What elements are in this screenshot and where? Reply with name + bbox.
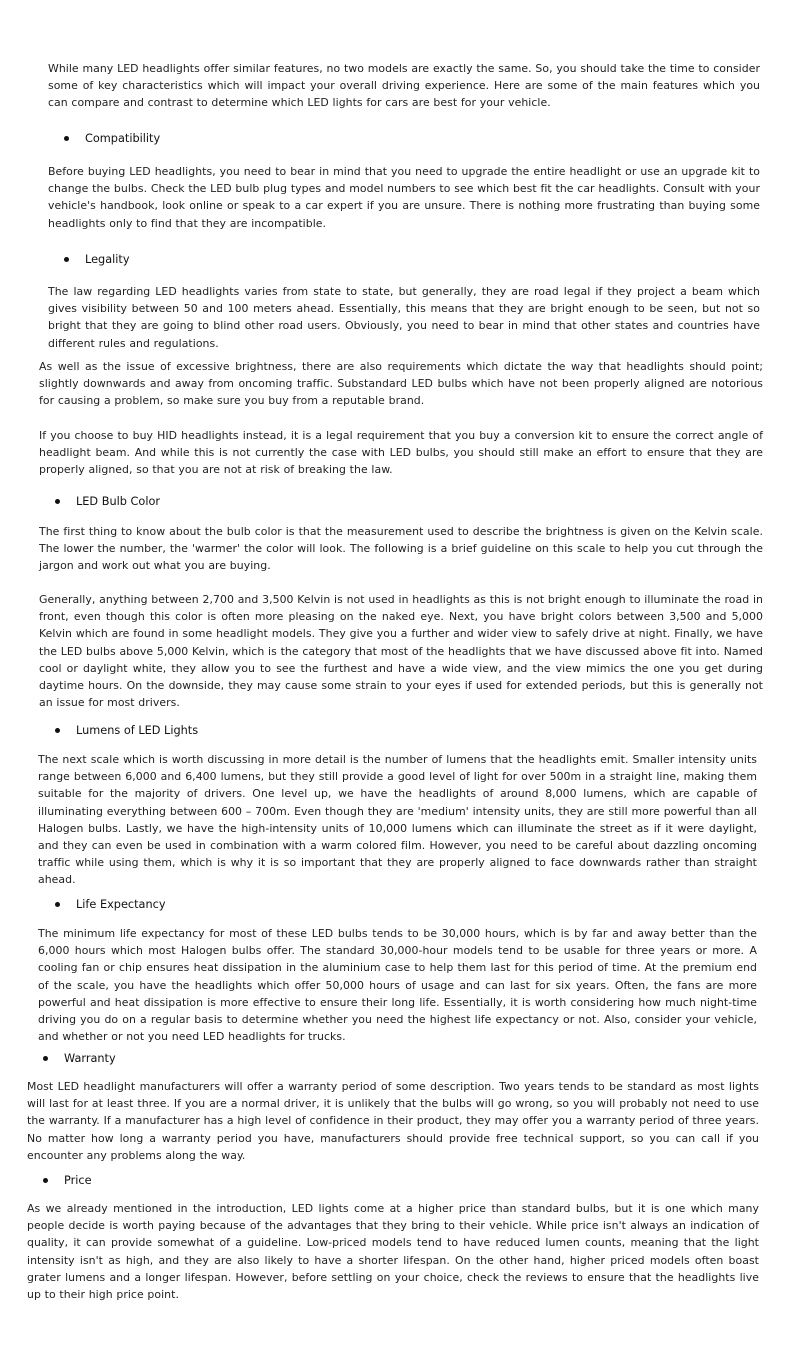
legality-paragraph-1: The law regarding LED headlights varies from state to state, but generally, they are road legal if they project a beam which gives visibility between 50 and 100 meters ahead. Essentially, this means that they are bright enough to be seen, but not so bright that they are going to blind other road users. Obviously, you need to bear in mind that other states and countries have different rules and regulations. <box>48 285 760 350</box>
color-paragraph-1: The first thing to know about the bulb color is that the measurement used to describe the brightness is given on the Kelvin scale. The lower the number, the 'warmer' the color will look. The following is a brief guideline on this scale to help you cut through the jargon and work out what you are buying. <box>39 525 763 573</box>
lumens-paragraph: The next scale which is worth discussing in more detail is the number of lumens that the headlights emit. Smaller intensity units range between 6,000 and 6,400 lumens, but they still provide a good level of light for over 500m in a straight line, making them suitable for the majority of drivers. One level up, we have the headlights of around 8,000 lumens, which are capable of illuminating everything between 600 – 700m. Even though they are 'medium' intensity units, they are still more powerful than all Halogen bulbs. Lastly, we have the high-intensity units of 10,000 lumens which can illuminate the street as if it were daylight, and they can even be used in combination with a warm colored film. However, you need to be careful about dazzling oncoming traffic while using them, which is why it is so important that they are properly aligned to face downwards rather than straight ahead. <box>38 753 757 887</box>
legality-paragraph-3: If you choose to buy HID headlights instead, it is a legal requirement that you buy a conversion kit to ensure the correct angle of headlight beam. And while this is not currently the case with LED bulbs, you should still make an effort to ensure that they are properly aligned, so that you are not at risk of breaking the law. <box>39 429 763 477</box>
intro-paragraph: While many LED headlights offer similar features, no two models are exactly the same. So, you should take the time to consider some of key characteristics which will impact your overall driving experience. Here are some of the main features which you can compare and contrast to determine which LED lights for cars are best for your vehicle. <box>48 62 760 110</box>
price-paragraph: As we already mentioned in the introduction, LED lights come at a higher price than standard bulbs, but it is one which many people decide is worth paying because of the advantages that they bring to their vehicle. While price isn't always an indication of quality, it can provide somewhat of a guideline. Low-priced models tend to have reduced lumen counts, meaning that the light intensity isn't as high, and they are also likely to have a shorter lifespan. On the other hand, higher priced models often boast grater lumens and a longer lifespan. However, before settling on your choice, check the reviews to ensure that the headlights live up to their high price point. <box>27 1202 759 1302</box>
bullet-icon <box>64 257 69 262</box>
life-paragraph: The minimum life expectancy for most of these LED bulbs tends to be 30,000 hours, which is by far and away better than the 6,000 hours which most Halogen bulbs offer. The standard 30,000-hour models tend to be usable for three years or more. A cooling fan or chip ensures heat dissipation in the aluminium case to help them last for this period of time. At the premium end of the scale, you have the headlights which offer 50,000 hours of usage and can last for six years. Often, the fans are more powerful and heat dissipation is more effective to ensure their long life. Essentially, it is worth considering how much night-time driving you do on a regular basis to determine whether you need the highest life expectancy or not. Also, consider your vehicle, and whether or not you need LED headlights for trucks. <box>38 927 757 1044</box>
heading-warranty: Warranty <box>43 1051 116 1067</box>
bullet-icon <box>43 1056 48 1061</box>
warranty-paragraph: Most LED headlight manufacturers will offer a warranty period of some description. Two years tends to be standard as most lights will last for at least three. If you are a normal driver, it is unlikely that the bulbs will go wrong, so you will probably not need to use the warranty. If a manufacturer has a high level of confidence in their product, they may offer you a warranty period of three years. No matter how long a warranty period you have, manufacturers should provide free technical support, so you can call if you encounter any problems along the way. <box>27 1080 759 1162</box>
compatibility-paragraph: Before buying LED headlights, you need to bear in mind that you need to upgrade the entire headlight or use an upgrade kit to change the bulbs. Check the LED bulb plug types and model numbers to see which best fit the car headlights. Consult with your vehicle's handbook, look online or speak to a car expert if you are unsure. There is nothing more frustrating than buying some headlights only to find that they are incompatible. <box>48 165 760 230</box>
heading-life-expectancy: Life Expectancy <box>55 897 166 913</box>
bullet-icon <box>43 1178 48 1183</box>
bullet-icon <box>64 136 69 141</box>
color-paragraph-2: Generally, anything between 2,700 and 3,500 Kelvin is not used in headlights as this is not bright enough to illuminate the road in front, even though this color is often more pleasing on the naked eye. Next, you have bright colors between 3,500 and 5,000 Kelvin which are found in some headlight models. They give you a further and wider view to safely drive at night. Finally, we have the LED bulbs above 5,000 Kelvin, which is the category that most of the headlights that we have discussed above fit into. Named cool or daylight white, they allow you to see the furthest and have a wide view, and the view mimics the one you get during daytime hours. On the downside, they may cause some strain to your eyes if used for extended periods, but this is generally not an issue for most drivers. <box>39 593 763 710</box>
heading-price: Price <box>43 1173 92 1189</box>
bullet-icon <box>55 499 60 504</box>
bullet-icon <box>55 902 60 907</box>
heading-compatibility: Compatibility <box>64 131 160 147</box>
heading-lumens: Lumens of LED Lights <box>55 723 198 739</box>
heading-led-bulb-color: LED Bulb Color <box>55 494 160 510</box>
legality-paragraph-2: As well as the issue of excessive brightness, there are also requirements which dictate the way that headlights should point; slightly downwards and away from oncoming traffic. Substandard LED bulbs which have not been properly aligned are notorious for causing a problem, so make sure you buy from a reputable brand. <box>39 360 763 408</box>
bullet-icon <box>55 728 60 733</box>
heading-legality: Legality <box>64 252 130 268</box>
